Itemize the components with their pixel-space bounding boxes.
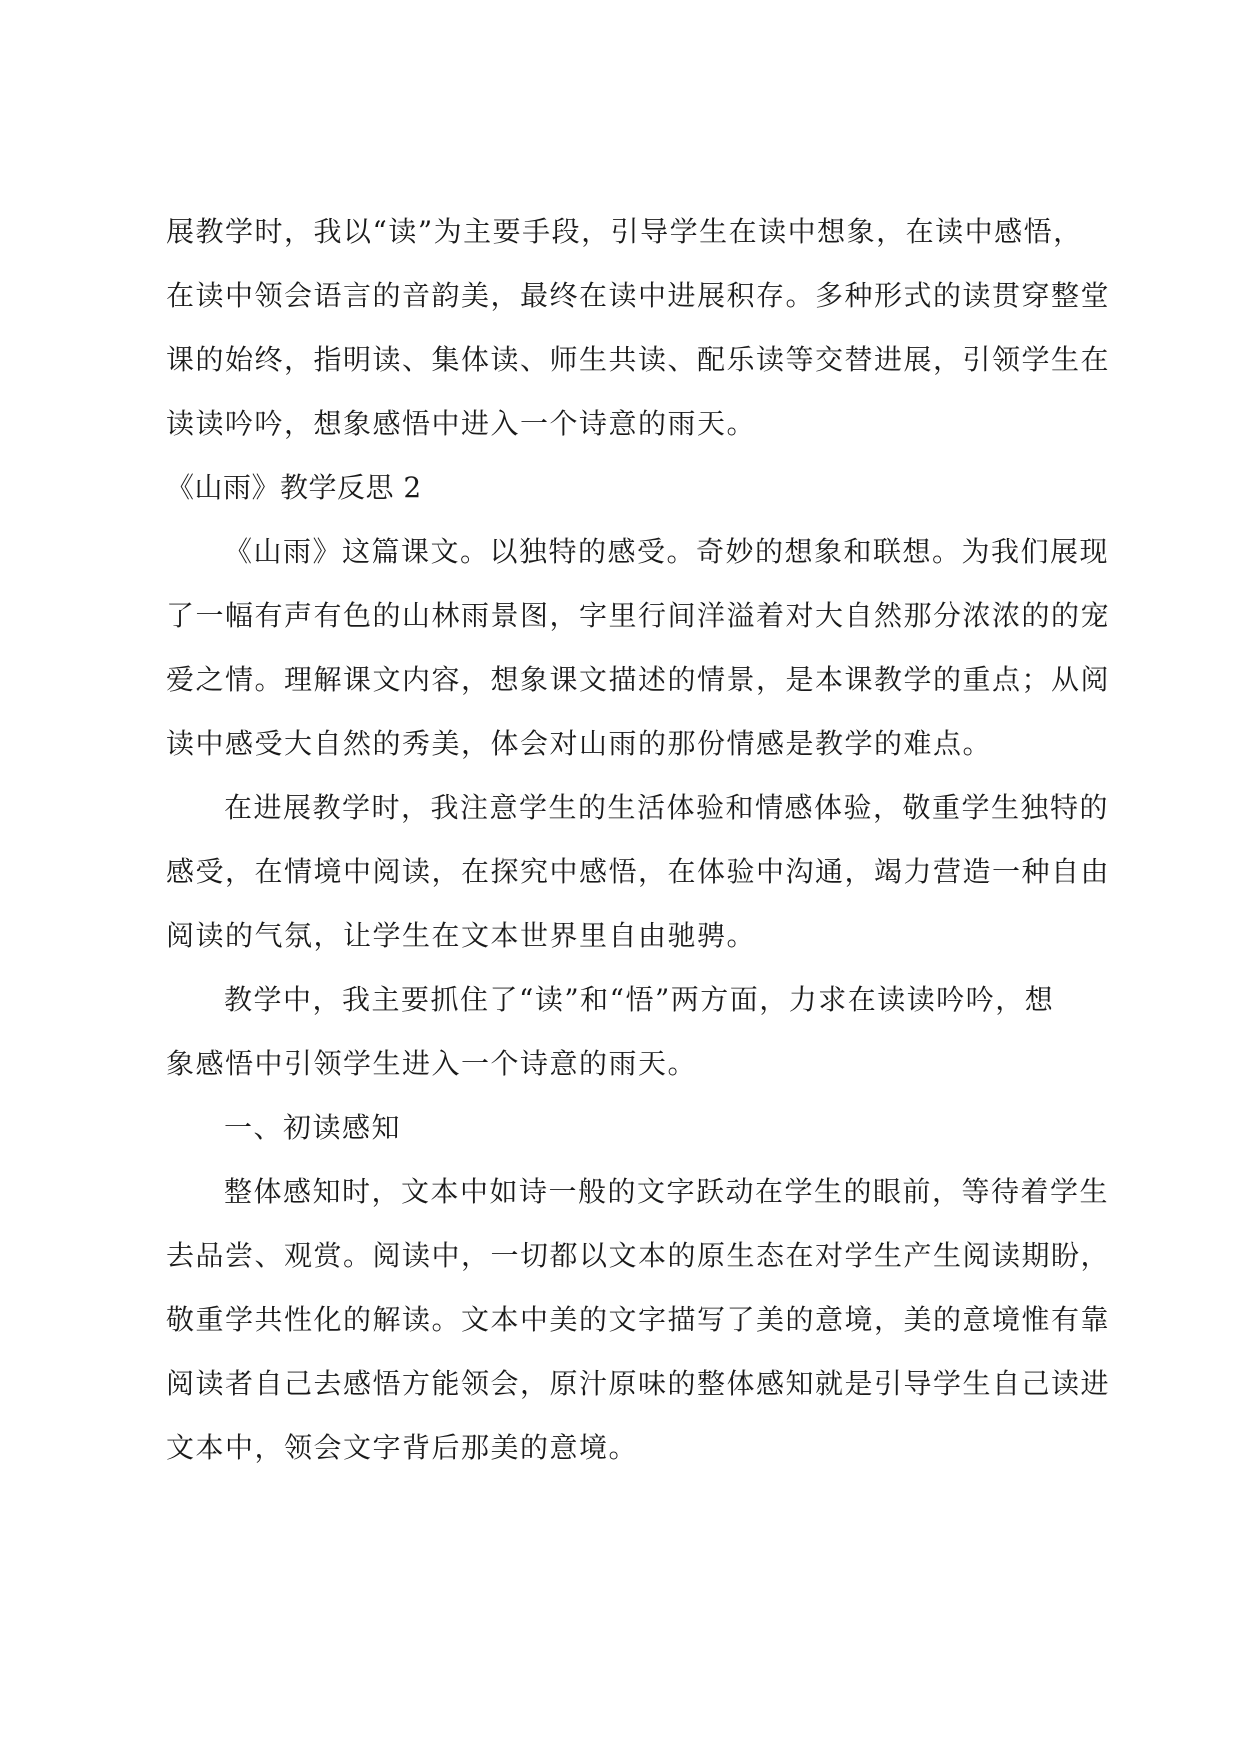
subsection-heading: 一、初读感知 (224, 1111, 402, 1144)
paragraph-line: 文本中，领会文字背后那美的意境。 (166, 1431, 639, 1464)
paragraph-continuation-line: 读读吟吟，想象感悟中进入一个诗意的雨天。 (166, 407, 757, 440)
document-body (166, 200, 1111, 1480)
paragraph-first-line: 整体感知时，文本中如诗一般的文字跃动在学生的眼前，等待着学生 (224, 1175, 1110, 1208)
paragraph-continuation-line: 在读中领会语言的音韵美，最终在读中进展积存。多种形式的读贯穿整堂 (166, 279, 1111, 312)
paragraph-first-line: 《山雨》这篇课文。以独特的感受。奇妙的想象和联想。为我们展现 (224, 535, 1110, 568)
paragraph-first-line: 教学中，我主要抓住了“读”和“悟”两方面，力求在读读吟吟，想 (224, 983, 1055, 1016)
section-heading: 《山雨》教学反思 2 (166, 471, 422, 504)
paragraph-line: 感受，在情境中阅读，在探究中感悟，在体验中沟通，竭力营造一种自由 (166, 855, 1111, 888)
paragraph-line: 阅读的气氛，让学生在文本世界里自由驰骋。 (166, 919, 757, 952)
paragraph-continuation-line: 课的始终，指明读、集体读、师生共读、配乐读等交替进展，引领学生在 (166, 343, 1111, 376)
paragraph-line: 敬重学共性化的解读。文本中美的文字描写了美的意境，美的意境惟有靠 (166, 1303, 1111, 1336)
paragraph-line: 象感悟中引领学生进入一个诗意的雨天。 (166, 1047, 698, 1080)
paragraph-line: 去品尝、观赏。阅读中，一切都以文本的原生态在对学生产生阅读期盼， (166, 1239, 1111, 1272)
paragraph-line: 了一幅有声有色的山林雨景图，字里行间洋溢着对大自然那分浓浓的的宠 (166, 599, 1111, 632)
paragraph-first-line: 在进展教学时，我注意学生的生活体验和情感体验，敬重学生独特的 (224, 791, 1110, 824)
paragraph-line: 读中感受大自然的秀美，体会对山雨的那份情感是教学的难点。 (166, 727, 993, 760)
paragraph-continuation-line: 展教学时，我以“读”为主要手段，引导学生在读中想象，在读中感悟， (166, 215, 1083, 248)
paragraph-line: 爱之情。理解课文内容，想象课文描述的情景，是本课教学的重点；从阅 (166, 663, 1111, 696)
paragraph-line: 阅读者自己去感悟方能领会，原汁原味的整体感知就是引导学生自己读进 (166, 1367, 1111, 1400)
